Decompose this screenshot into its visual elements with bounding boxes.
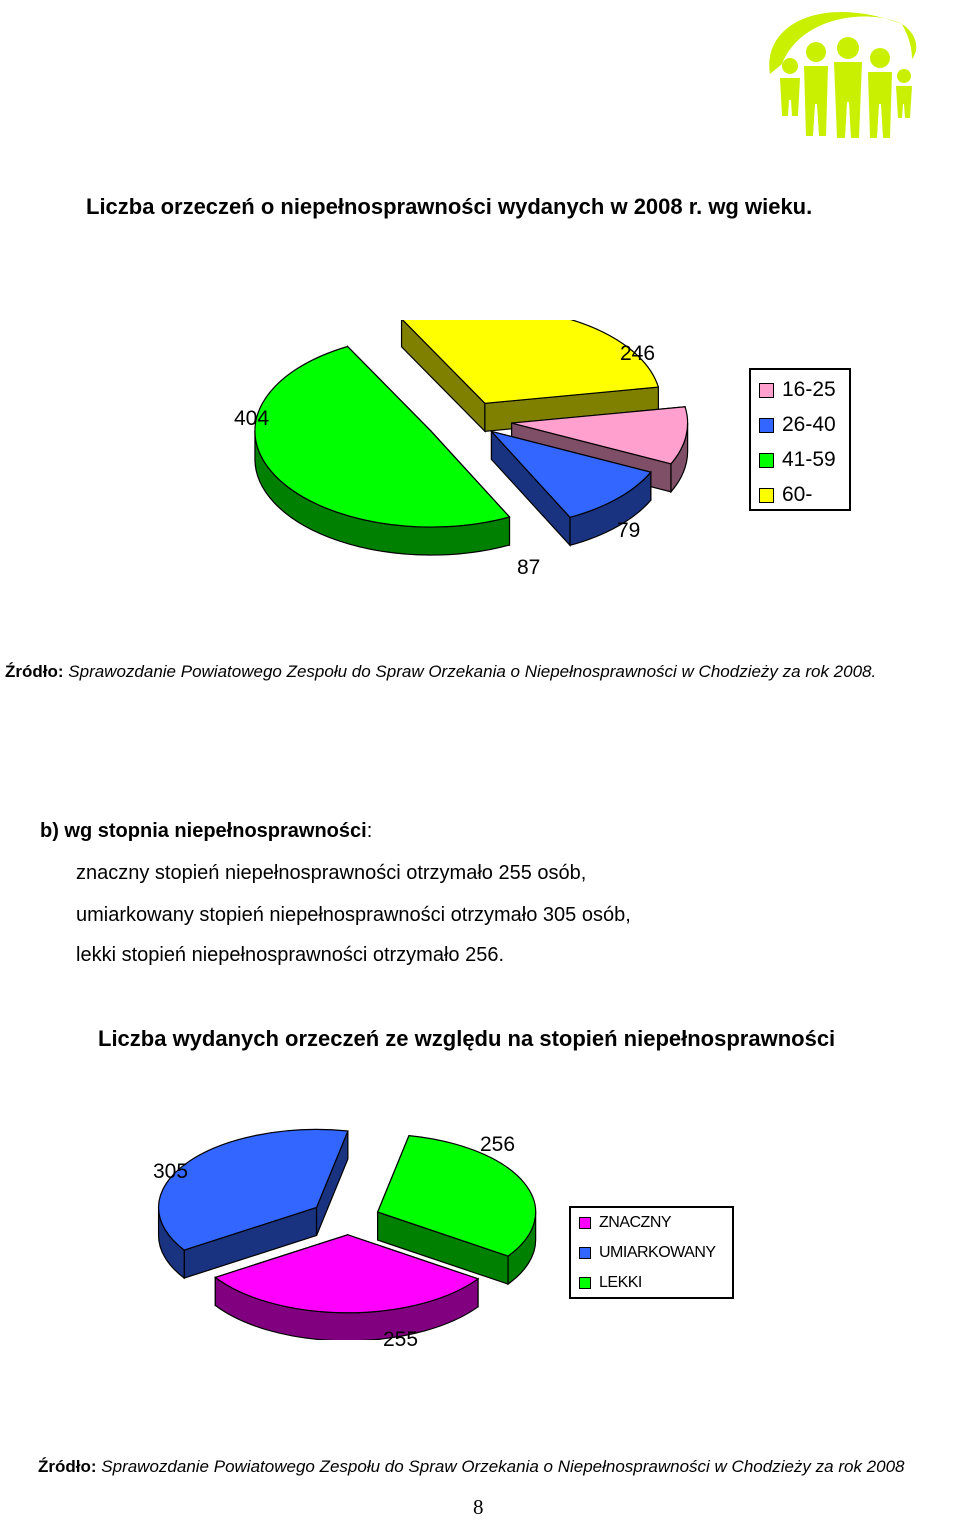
source-note-1 [5,662,876,682]
degree-legend [569,1206,734,1299]
legend-label: ZNACZNY [599,1214,672,1231]
chart1-title: Liczba orzeczeń o niepełnosprawności wydanych w 2008 r. wg wieku. [86,194,813,219]
legend-swatch [579,1247,591,1259]
legend-label: 26-40 [782,413,836,436]
section-b-heading [40,820,372,843]
source-label: Źródło: [5,662,64,681]
legend-label: 41-59 [782,448,836,471]
legend-label: 60- [782,483,813,506]
data-label-26-40: 87 [517,556,541,579]
legend-label: 16-25 [782,378,836,401]
legend-swatch [759,453,774,468]
source-text: Sprawozdanie Powiatowego Zespołu do Spraw Orzekania o Niepełnosprawności w Chodzieży za rok 2008 [96,1457,905,1476]
legend-item-60 [759,483,812,507]
legend-swatch [759,488,774,503]
data-label-umiarkowany: 305 [153,1160,189,1183]
legend-item-26-40 [759,413,836,437]
age-legend [749,368,851,511]
legend-label: LEKKI [599,1274,642,1291]
data-label-41-59: 404 [234,407,270,430]
data-label-16-25: 79 [617,519,641,542]
legend-swatch [759,418,774,433]
legend-swatch [579,1277,591,1289]
legend-swatch [759,383,774,398]
source-label: Źródło: [38,1457,97,1476]
legend-item-znaczny [579,1214,671,1232]
family-logo-icon [752,4,922,144]
legend-item-umiarkowany [579,1244,716,1262]
section-b-line-3: lekki stopień niepełnosprawności otrzymało 256. [76,944,505,966]
source-note-2 [38,1457,905,1477]
data-label-lekki: 256 [480,1133,516,1156]
data-label-znaczny: 255 [383,1328,419,1351]
chart2-title: Liczba wydanych orzeczeń ze względu na stopień niepełnosprawności [98,1026,836,1051]
data-label-60: 246 [620,342,656,365]
section-b-line-1: znaczny stopień niepełnosprawności otrzymało 255 osób, [76,862,587,884]
legend-swatch [579,1217,591,1229]
legend-item-16-25 [759,378,836,402]
legend-item-lekki [579,1274,642,1292]
legend-item-41-59 [759,448,836,472]
section-b-colon: : [366,820,373,842]
page-number: 8 [473,1495,484,1519]
section-b-heading-text: b) wg stopnia niepełnosprawności [40,820,367,842]
source-text: Sprawozdanie Powiatowego Zespołu do Spraw Orzekania o Niepełnosprawności w Chodzieży za rok 2008. [63,662,877,681]
family-logo [752,4,922,144]
legend-label: UMIARKOWANY [599,1244,716,1261]
section-b-line-2: umiarkowany stopień niepełnosprawności otrzymało 305 osób, [76,904,631,926]
